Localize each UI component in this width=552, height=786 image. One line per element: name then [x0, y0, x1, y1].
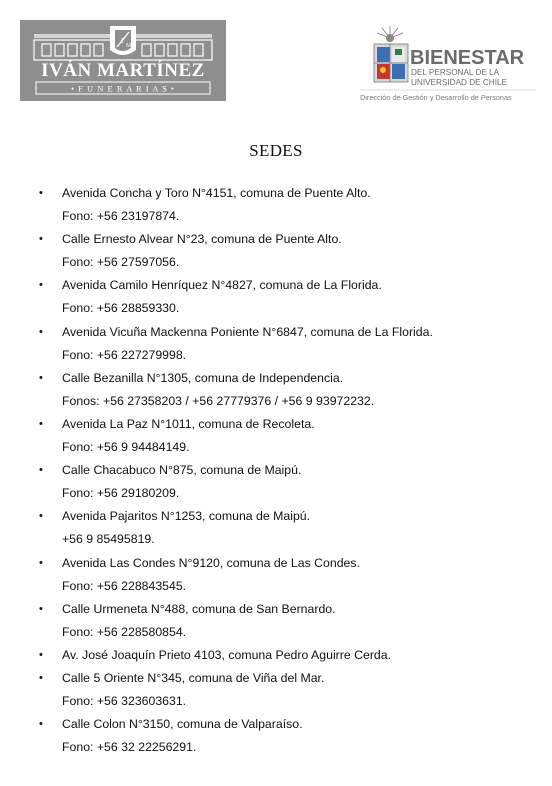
sede-phone: Fono: +56 323603631. [62, 694, 187, 709]
sede-address: Calle Colon N°3150, comuna de Valparaíso. [62, 717, 303, 732]
sede-address: Avenida Concha y Toro N°4151, comuna de Puente Alto. [62, 186, 371, 200]
sede-address: Calle Bezanilla N°1305, comuna de Independencia. [62, 370, 344, 385]
svg-text:I: I [121, 37, 124, 45]
sede-address: Calle 5 Oriente N°345, comuna de Viña del Mar. [62, 670, 325, 685]
brand-subtitle: • F U N E R A R I A S • [71, 83, 175, 94]
university-seal-icon [360, 22, 536, 108]
sede-phone: Fono: +56 32 22256291. [62, 740, 197, 755]
sede-phone: Fono: +56 28859330. [62, 301, 180, 316]
brand-name: IVÁN MARTÍNEZ [41, 60, 205, 81]
sede-item [0, 644, 552, 667]
page-title: SEDES [249, 141, 303, 160]
sede-phone: Fono: +56 27597056. [62, 255, 180, 270]
sede-phone: Fono: +56 227279998. [62, 347, 187, 362]
sede-item [0, 552, 552, 598]
sede-address: Calle Chacabuco N°875, comuna de Maipú. [62, 463, 302, 478]
sede-phone: Fono: +56 23197874. [62, 209, 180, 224]
sede-item [0, 182, 552, 228]
sede-address: Avenida Pajaritos N°1253, comuna de Maipú. [62, 509, 311, 524]
sede-address: Avenida Vicuña Mackenna Poniente N°6847, comuna de La Florida. [62, 324, 433, 339]
sede-item [0, 367, 552, 413]
ivan-martinez-logo [20, 20, 226, 101]
bullet-icon: • [39, 233, 43, 246]
bullet-icon: • [39, 648, 43, 661]
bienestar-subline-2: UNIVERSIDAD DE CHILE [411, 78, 507, 87]
sede-address: Calle Urmeneta N°488, comuna de San Bernardo. [62, 601, 336, 616]
sede-address: Calle Ernesto Alvear N°23, comuna de Puente Alto. [62, 232, 342, 247]
bullet-icon: • [39, 417, 43, 430]
sede-item [0, 667, 552, 713]
sede-item [0, 274, 552, 320]
sede-phone: +56 9 85495819. [62, 532, 155, 547]
sede-address: Avenida Las Condes N°9120, comuna de Las Condes. [62, 555, 360, 570]
sede-item [0, 713, 552, 759]
sede-address: Avenida Camilo Henríquez N°4827, comuna de La Florida. [62, 278, 382, 293]
bullet-icon: • [39, 510, 43, 523]
sede-item [0, 413, 552, 459]
sede-item [0, 505, 552, 551]
bienestar-department: Dirección de Gestión y Desarrollo de Personas [360, 93, 512, 102]
bienestar-wordmark: BIENESTAR [410, 47, 525, 69]
sede-phone: Fono: +56 228580854. [62, 624, 187, 639]
sede-phone: Fono: +56 228843545. [62, 578, 187, 593]
sede-item [0, 459, 552, 505]
bienestar-logo [360, 22, 536, 108]
bullet-icon: • [39, 279, 43, 292]
bullet-icon: • [39, 671, 43, 684]
sede-address: Av. José Joaquín Prieto 4103, comuna Pedro Aguirre Cerda. [62, 647, 392, 662]
bullet-icon: • [39, 556, 43, 569]
sede-item [0, 321, 552, 367]
bullet-icon: • [39, 464, 43, 477]
funeral-home-building-icon [20, 20, 226, 101]
sede-phone: Fono: +56 9 94484149. [62, 440, 190, 455]
sede-item [0, 228, 552, 274]
sedes-list [0, 182, 552, 759]
bienestar-subline-1: DEL PERSONAL DE LA [411, 68, 500, 77]
bullet-icon: • [39, 325, 43, 338]
bullet-icon: • [39, 602, 43, 615]
bullet-icon: • [39, 187, 43, 199]
sede-phone: Fonos: +56 27358203 / +56 27779376 / +56 9 93972232. [62, 393, 375, 408]
sede-item [0, 598, 552, 644]
sede-phone: Fono: +56 29180209. [62, 486, 180, 501]
sede-address: Avenida La Paz N°1011, comuna de Recoleta. [62, 416, 315, 431]
svg-text:M: M [126, 43, 132, 49]
bullet-icon: • [39, 371, 43, 384]
bullet-icon: • [39, 718, 43, 731]
